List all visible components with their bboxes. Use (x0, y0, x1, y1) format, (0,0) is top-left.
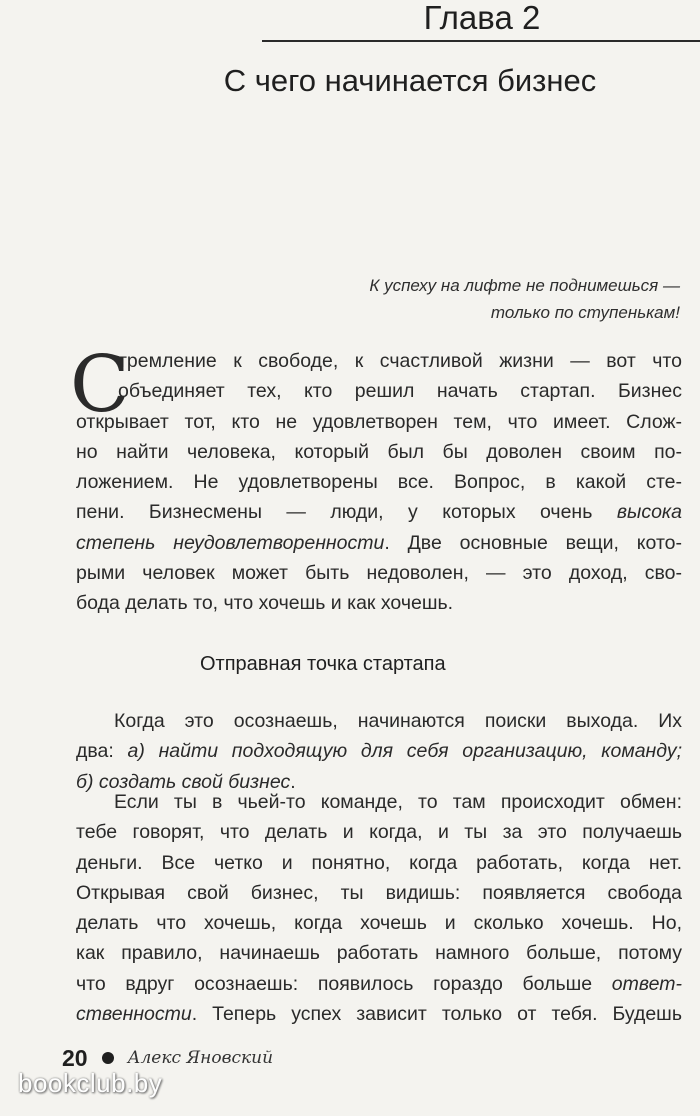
text-line (76, 736, 682, 766)
text-span: пени. Бизнесмены — люди, у которых очень (76, 501, 617, 524)
text-line (76, 497, 682, 527)
text-line: Если ты в чьей-то команде, то там происходит обмен: (114, 791, 682, 813)
text-line: но найти человека, который был бы доволен своим по- (76, 440, 682, 463)
section-heading: Отправная точка стартапа (200, 653, 446, 675)
epigraph-line: только по ступенькам! (490, 303, 680, 322)
text-line: рыми человек может быть недоволен, — это доход, сво- (76, 562, 682, 585)
chapter-label: Глава 2 (423, 0, 541, 36)
text-span: . Теперь успех зависит только от тебя. Будешь (191, 1003, 682, 1026)
watermark: bookclub.by (18, 1068, 163, 1098)
text-line: тремление к свободе, к счастливой жизни — вот что (118, 350, 682, 372)
text-line (76, 999, 682, 1029)
epigraph (250, 272, 680, 326)
chapter-title: С чего начинается бизнес (223, 63, 597, 98)
drop-cap: С (70, 340, 130, 430)
emphasis-text: высока (616, 501, 682, 524)
emphasis-text: ственности (76, 1003, 192, 1026)
emphasis-text: б) создать свой бизнес (76, 770, 291, 793)
text-line: ложением. Не удовлетворены все. Вопрос, в какой сте- (76, 471, 682, 494)
author-name: Алекс Яновский (127, 1048, 274, 1068)
emphasis-text: а) найти подходящую для себя организацию, команду; (127, 740, 683, 763)
text-span: что вдруг осознаешь: появилось гораздо больше (76, 972, 612, 995)
emphasis-text: ответ- (611, 972, 682, 995)
paragraph-team-vs-business (76, 787, 682, 1029)
text-line: Когда это осознаешь, начинаются поиски выхода. Их (114, 710, 682, 732)
text-line (76, 969, 682, 999)
text-line: бода делать то, что хочешь и как хочешь. (76, 592, 454, 615)
paragraph-options (76, 706, 682, 797)
text-span: . (290, 770, 296, 793)
text-span: . Две основные вещи, кото- (384, 531, 682, 554)
page-number: 20 (62, 1044, 88, 1071)
text-line: тебе говорят, что делать и когда, и ты за это получаешь (76, 821, 682, 844)
chapter-divider (262, 40, 700, 42)
paragraph-intro (76, 346, 682, 619)
text-line (76, 528, 682, 558)
text-line: открывает тот, кто не удовлетворен тем, что имеет. Слож- (76, 410, 682, 433)
bullet-icon (102, 1052, 114, 1064)
text-line: деньги. Все четко и понятно, когда работать, когда нет. (76, 851, 682, 874)
epigraph-line: К успеху на лифте не поднимешься — (369, 276, 680, 295)
text-line: делать что хочешь, когда хочешь и сколько хочешь. Но, (76, 912, 682, 935)
emphasis-text: степень неудовлетворенности (76, 531, 385, 554)
text-line: как правило, начинаешь работать намного больше, потому (76, 942, 682, 965)
text-span: два: (76, 740, 128, 763)
text-line: объединяет тех, кто решил начать стартап. Бизнес (118, 380, 682, 403)
text-line: Открывая свой бизнес, ты видишь: появляется свобода (76, 881, 682, 904)
